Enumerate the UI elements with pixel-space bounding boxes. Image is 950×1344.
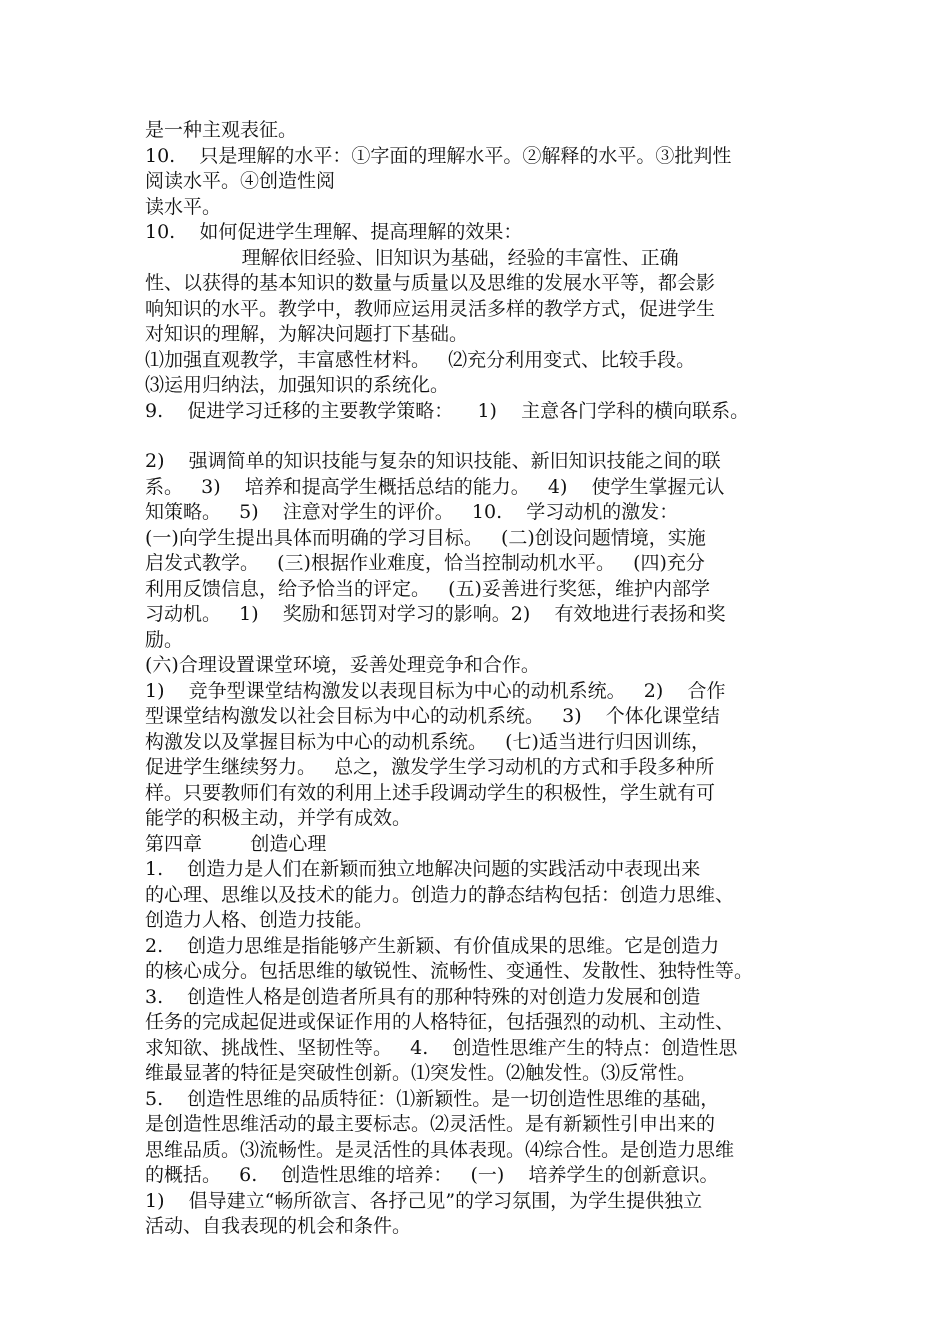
text-line: 5. 创造性思维的品质特征：⑴新颖性。是一切创造性思维的基础，: [145, 1087, 720, 1110]
text-line: 性、以获得的基本知识的数量与质量以及思维的发展水平等，都会影: [145, 272, 716, 294]
text-line: 1. 创造力是人们在新颖而独立地解决问题的实践活动中表现出来: [145, 858, 701, 880]
text-line: (六)合理设置课堂环境，妥善处理竞争和合作。: [145, 654, 540, 676]
text-line: 活动、自我表现的机会和条件。: [145, 1215, 412, 1237]
text-line: ⑶运用归纳法，加强知识的系统化。: [145, 374, 450, 396]
text-line: 系。 3) 培养和提高学生概括总结的能力。 4) 使学生掌握元认: [145, 475, 725, 498]
text-line: 能学的积极主动，并学有成效。: [145, 807, 412, 829]
text-line: 9. 促进学习迁移的主要教学策略： 1) 主意各门学科的横向联系。: [145, 399, 750, 422]
chapter-heading: 第四章 创造心理: [145, 832, 327, 855]
text-line: 2) 强调简单的知识技能与复杂的知识技能、新旧知识技能之间的联: [145, 450, 721, 472]
text-line: 是创造性思维活动的最主要标志。⑵灵活性。是有新颖性引申出来的: [145, 1113, 716, 1135]
text-line: ⑴加强直观教学，丰富感性材料。 ⑵充分利用变式、比较手段。: [145, 348, 696, 371]
text-line: 10. 只是理解的水平：①字面的理解水平。②解释的水平。③批判性: [145, 144, 732, 167]
text-line: 习动机。 1) 奖励和惩罚对学习的影响。2) 有效地进行表扬和奖: [145, 603, 726, 625]
text-line: 响知识的水平。教学中，教师应运用灵活多样的教学方式，促进学生: [145, 297, 716, 320]
text-line: 理解依旧经验、旧知识为基础，经验的丰富性、正确: [145, 246, 679, 269]
text-line: 知策略。 5) 注意对学生的评价。 10. 学习动机的激发：: [145, 501, 679, 523]
blank-line: [145, 424, 813, 449]
text-line: 2. 创造力思维是指能够产生新颖、有价值成果的思维。它是创造力: [145, 934, 720, 957]
text-line: 1) 倡导建立“畅所欲言、各抒己见”的学习氛围，为学生提供独立: [145, 1189, 703, 1212]
text-line: 促进学生继续努力。 总之，激发学生学习动机的方式和手段多种所: [145, 756, 715, 778]
text-line: 的核心成分。包括思维的敏锐性、流畅性、变通性、发散性、独特性等。: [145, 960, 754, 982]
text-line: 的概括。 6. 创造性思维的培养： (一) 培养学生的创新意识。: [145, 1164, 719, 1186]
text-line: 励。: [145, 628, 184, 651]
text-line: 3. 创造性人格是创造者所具有的那种特殊的对创造力发展和创造: [145, 985, 701, 1008]
text-line: 对知识的理解，为解决问题打下基础。: [145, 323, 469, 345]
text-line: 阅读水平。④创造性阅: [145, 170, 336, 192]
text-line: 10. 如何促进学生理解、提高理解的效果：: [145, 221, 523, 243]
text-line: 求知欲、挑战性、坚韧性等。 4. 创造性思维产生的特点：创造性思: [145, 1036, 738, 1059]
text-line: 读水平。: [145, 195, 222, 218]
text-line: 是一种主观表征。: [145, 119, 298, 141]
text-line: 思维品质。⑶流畅性。是灵活性的具体表现。⑷综合性。是创造力思维: [145, 1138, 735, 1161]
document-page: [145, 118, 813, 1240]
text-line: 创造力人格、创造力技能。: [145, 909, 374, 931]
text-line: 维最显著的特征是突破性创新。⑴突发性。⑵触发性。⑶反常性。: [145, 1062, 697, 1084]
text-line: 利用反馈信息，给予恰当的评定。 (五)妥善进行奖惩，维护内部学: [145, 577, 710, 600]
text-line: 的心理、思维以及技术的能力。创造力的静态结构包括：创造力思维、: [145, 883, 735, 906]
text-line: 1) 竞争型课堂结构激发以表现目标为中心的动机系统。 2) 合作: [145, 679, 726, 702]
text-line: 启发式教学。 (三)根据作业难度，恰当控制动机水平。 (四)充分: [145, 552, 705, 574]
text-line: 型课堂结构激发以社会目标为中心的动机系统。 3) 个体化课堂结: [145, 705, 720, 727]
text-line: 样。只要教师们有效的利用上述手段调动学生的积极性，学生就有可: [145, 781, 716, 804]
text-line: 任务的完成起促进或保证作用的人格特征，包括强烈的动机、主动性、: [145, 1011, 735, 1033]
text-line: 构激发以及掌握目标为中心的动机系统。 (七)适当进行归因训练，: [145, 730, 710, 753]
text-line: (一)向学生提出具体而明确的学习目标。 (二)创设问题情境，实施: [145, 526, 706, 549]
